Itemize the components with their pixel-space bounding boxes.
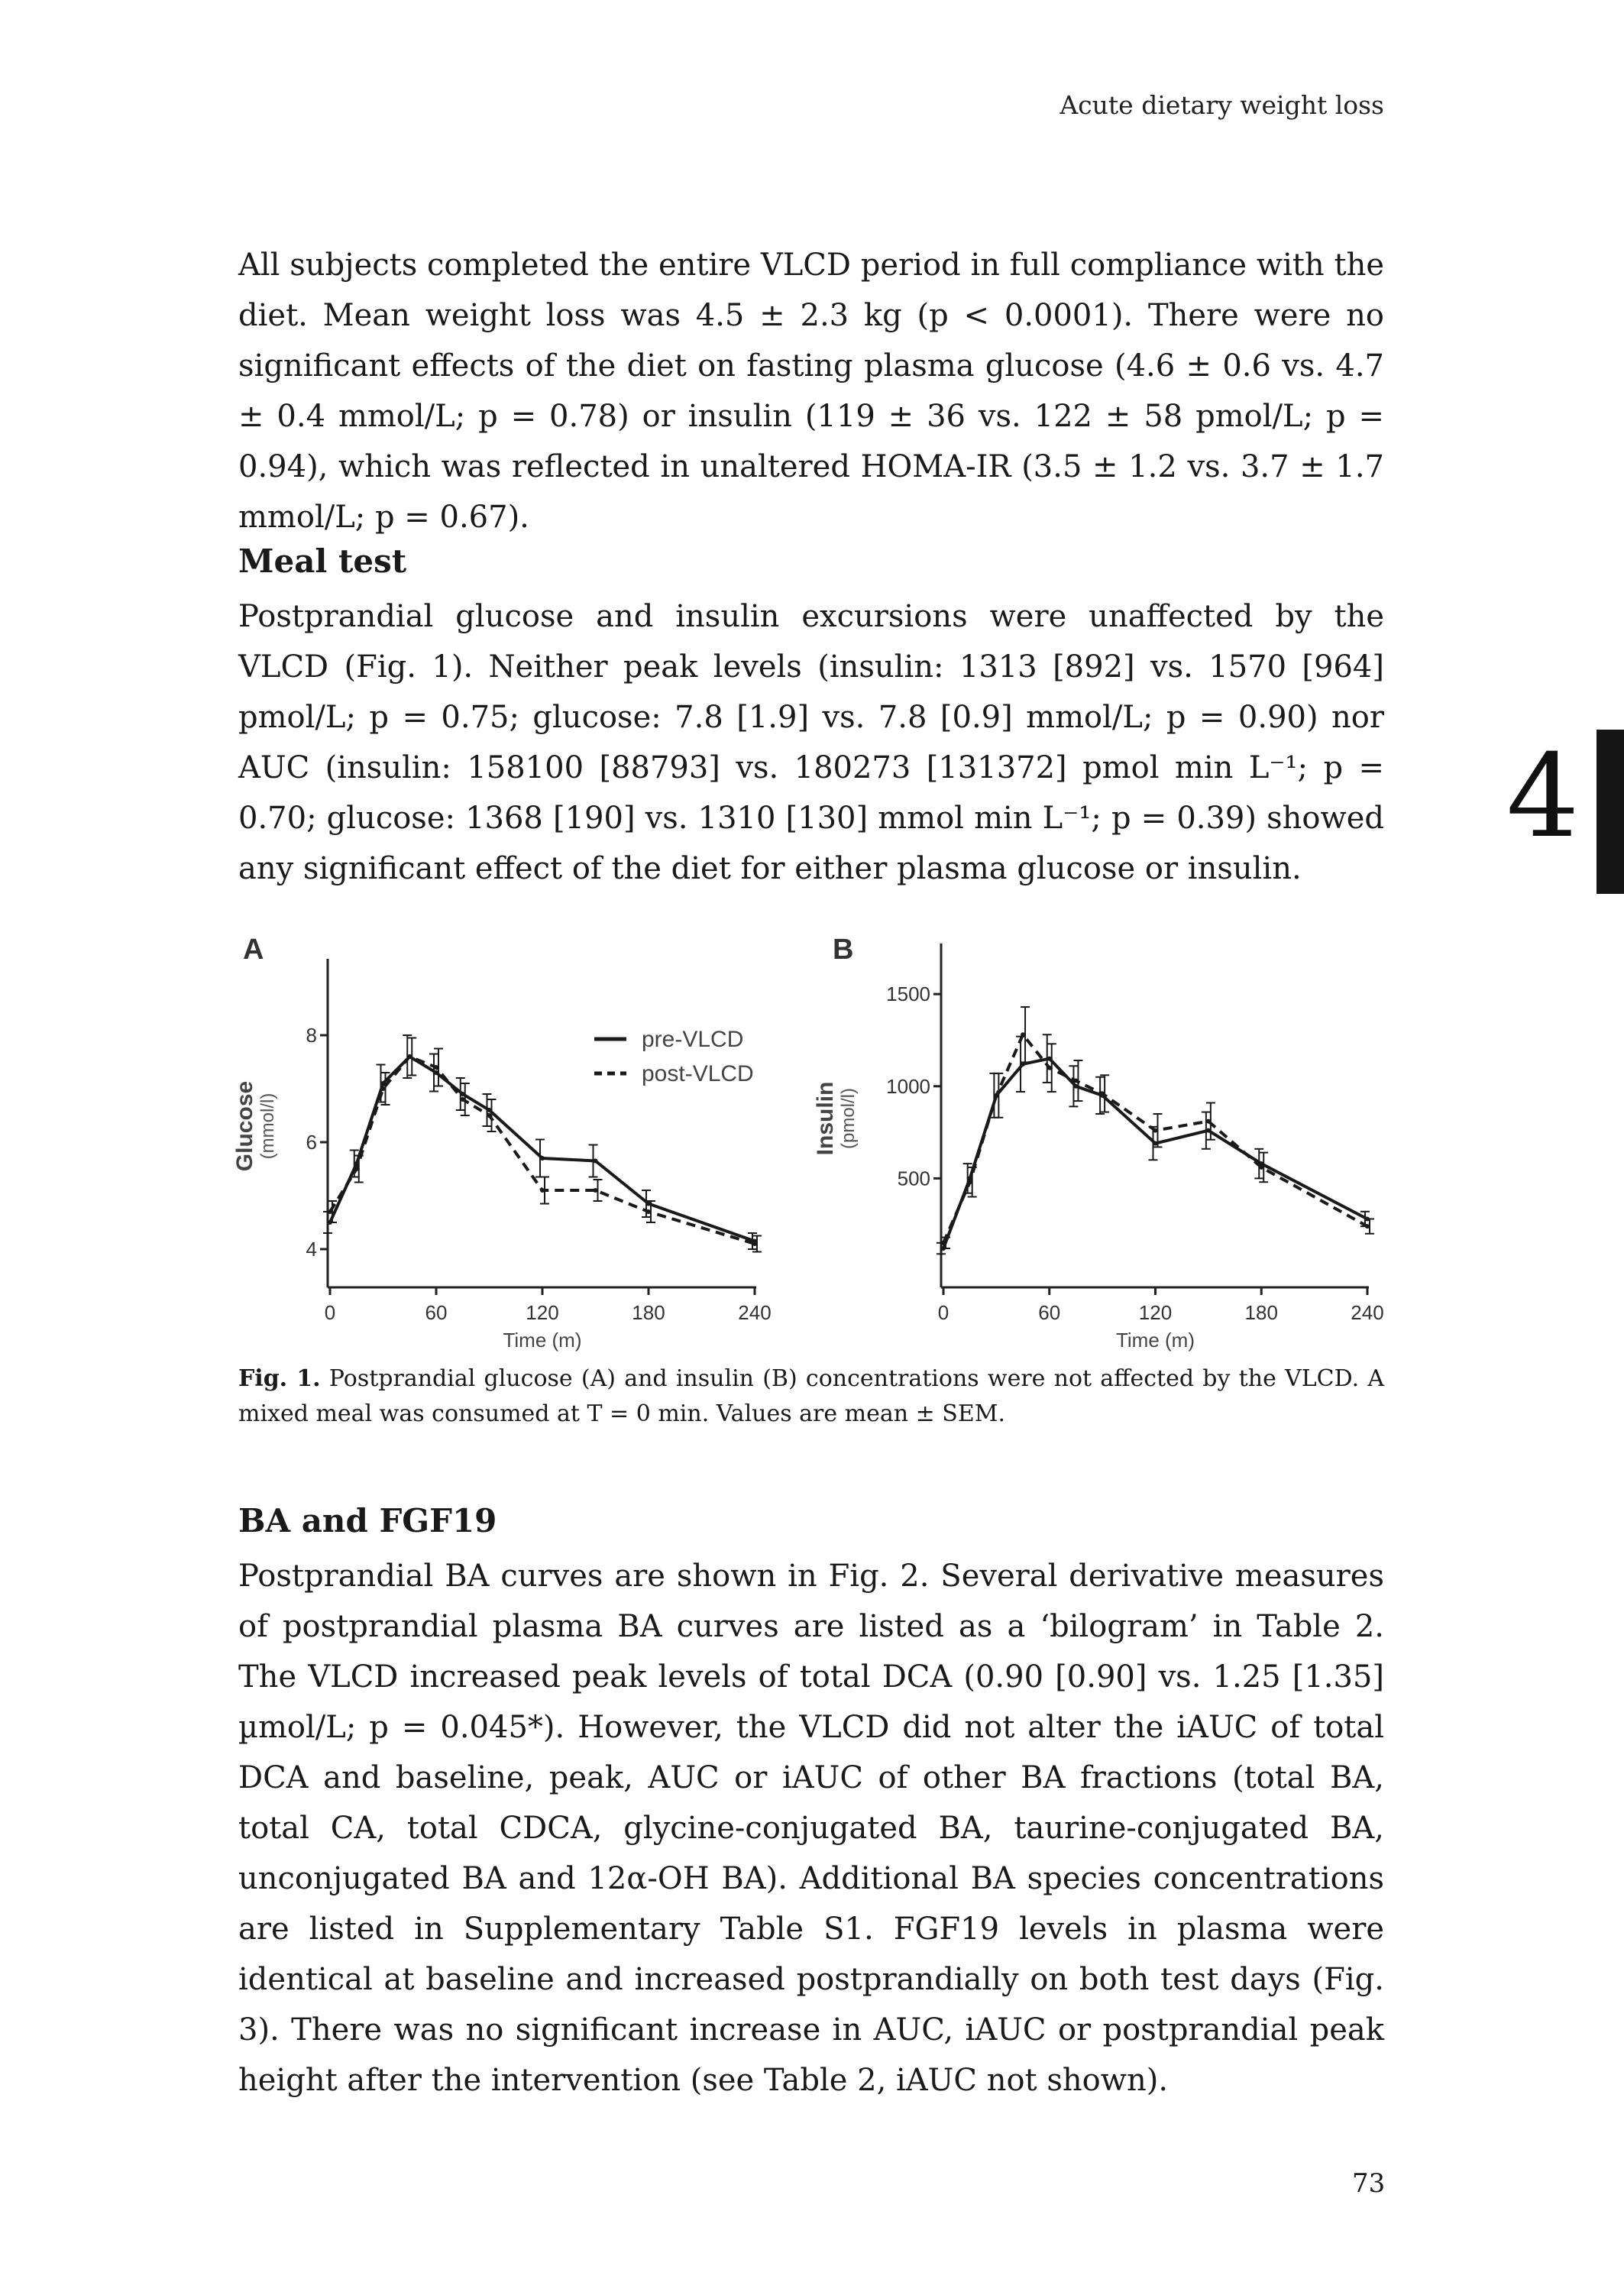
data-point-post-VLCD <box>1047 1066 1052 1070</box>
y-tick-label-0: 4 <box>306 1238 317 1261</box>
data-point-post-VLCD <box>1365 1224 1370 1229</box>
x-tick-label-0: 120 <box>526 1301 559 1324</box>
data-point-post-VLCD <box>434 1065 438 1070</box>
heading-ba-fgf19: BA and FGF19 <box>238 1502 497 1539</box>
x-axis-title-1: Time (m) <box>1115 1329 1195 1352</box>
data-point-post-VLCD <box>540 1188 545 1193</box>
panel-label-B: B <box>833 936 854 966</box>
caption-label: Fig. 1. <box>238 1365 321 1392</box>
y-tick-label-1: 1000 <box>886 1074 930 1098</box>
panel-label-A: A <box>243 936 264 966</box>
paragraph-results-intro: All subjects completed the entire VLCD period in full compliance with the diet. Mean weight loss was 4.5 ± 2.3 kg (p < 0.0001). There were no significant effects of the diet on fasting plasma glucose (4.6 ± 0.6 vs. 4.7 ± 0.4 mmol/L; p = 0.78) or insulin (119 ± 36 vs. 122 ± 58 pmol/L; p = 0.94), which was reflected in unaltered HOMA-IR (3.5 ± 1.2 vs. 3.7 ± 1.7 mmol/L; p = 0.67). <box>238 248 1384 535</box>
legend-label-pre-VLCD: pre-VLCD <box>642 1027 744 1052</box>
data-point-post-VLCD <box>328 1209 332 1214</box>
caption-text: Postprandial glucose (A) and insulin (B) concentrations were not affected by the VLCD. A mixed meal was consumed at T = 0 min. Values are mean ± SEM. <box>238 1365 1384 1427</box>
x-tick-label-1: 60 <box>1038 1301 1061 1324</box>
series-line-post-VLCD <box>943 1034 1367 1243</box>
data-point-post-VLCD <box>407 1054 412 1059</box>
data-point-post-VLCD <box>968 1180 972 1184</box>
x-tick-label-1: 0 <box>937 1301 949 1324</box>
y-axis-unit-0: (mmol/l) <box>257 1093 278 1160</box>
data-point-post-VLCD <box>1073 1079 1078 1083</box>
data-point-post-VLCD <box>752 1242 757 1246</box>
figure-1 <box>229 936 1390 1364</box>
data-point-post-VLCD <box>1153 1128 1158 1133</box>
paragraph-ba-fgf19: Postprandial BA curves are shown in Fig. 2. Several derivative measures of postprandial plasma BA curves are listed as a ‘bilogram’ in Table 2. The VLCD increased peak levels of total DCA (0.90 [0.90] vs. 1.25 [1.35] µmol/L; p = 0.045*). However, the VLCD did not alter the iAUC of total DCA and baseline, peak, AUC or iAUC of other BA fractions (total BA, total CA, total CDCA, glycine-conjugated BA, taurine-conjugated BA, unconjugated BA and 12α-OH BA). Additional BA species concentrations are listed in Supplementary Table S1. FGF19 levels in plasma were identical at baseline and increased postprandially on both test days (Fig. 3). There was no significant increase in AUC, iAUC or postprandial peak height after the intervention (see Table 2, iAUC not shown). <box>238 1559 1384 2098</box>
x-tick-label-1: 180 <box>1244 1301 1278 1324</box>
data-point-post-VLCD <box>1259 1165 1263 1170</box>
paragraph-meal-test: Postprandial glucose and insulin excursions were unaffected by the VLCD (Fig. 1). Neither peak levels (insulin: 1313 [892] vs. 1570 [964] pmol/L; p = 0.75; glucose: 7.8 [1.9] vs. 7.8 [0.9] mmol/L; p = 0.90) nor AUC (insulin: 158100 [88793] vs. 180273 [131372] pmol min L⁻¹; p = 0.70; glucose: 1368 [190] vs. 1310 [130] mmol min L⁻¹; p = 0.39) showed any significant effect of the diet for either plasma glucose or insulin. <box>238 599 1384 886</box>
page-number: 73 <box>1352 2168 1386 2199</box>
data-point-post-VLCD <box>461 1097 465 1102</box>
data-point-post-VLCD <box>354 1167 359 1171</box>
x-tick-label-1: 240 <box>1351 1301 1384 1324</box>
data-point-post-VLCD <box>487 1113 492 1118</box>
data-point-post-VLCD <box>1100 1091 1105 1096</box>
y-axis-title-0: Glucose <box>232 1080 257 1172</box>
data-point-post-VLCD <box>1021 1032 1025 1037</box>
heading-meal-test: Meal test <box>238 542 407 580</box>
data-point-post-VLCD <box>941 1241 946 1245</box>
x-tick-label-1: 120 <box>1138 1301 1173 1324</box>
figure-1-caption <box>238 1361 1384 1432</box>
figure-1-svg <box>229 936 1390 1364</box>
x-tick-label-0: 0 <box>324 1301 336 1324</box>
y-axis-unit-1: (pmol/l) <box>838 1087 859 1150</box>
x-tick-label-0: 180 <box>632 1301 665 1324</box>
running-header: Acute dietary weight loss <box>1059 90 1384 120</box>
y-tick-label-1: 500 <box>897 1167 930 1190</box>
y-axis-title-1: Insulin <box>813 1081 838 1156</box>
chapter-tab-bar <box>1597 730 1624 894</box>
x-tick-label-0: 60 <box>425 1301 448 1324</box>
data-point-post-VLCD <box>994 1093 998 1098</box>
data-point-pre-VLCD <box>594 1159 598 1164</box>
chapter-number: 4 <box>1506 730 1580 863</box>
data-point-post-VLCD <box>594 1188 598 1193</box>
y-tick-label-0: 8 <box>306 1024 317 1047</box>
data-point-post-VLCD <box>1206 1119 1211 1124</box>
legend-label-post-VLCD: post-VLCD <box>642 1061 754 1086</box>
data-point-pre-VLCD <box>540 1156 545 1161</box>
x-axis-title-0: Time (m) <box>503 1329 582 1352</box>
data-point-post-VLCD <box>646 1209 651 1214</box>
data-point-post-VLCD <box>381 1086 386 1091</box>
x-tick-label-0: 240 <box>738 1301 772 1324</box>
y-tick-label-1: 1500 <box>886 983 930 1006</box>
y-tick-label-0: 6 <box>306 1131 317 1154</box>
series-line-pre-VLCD <box>943 1059 1367 1249</box>
